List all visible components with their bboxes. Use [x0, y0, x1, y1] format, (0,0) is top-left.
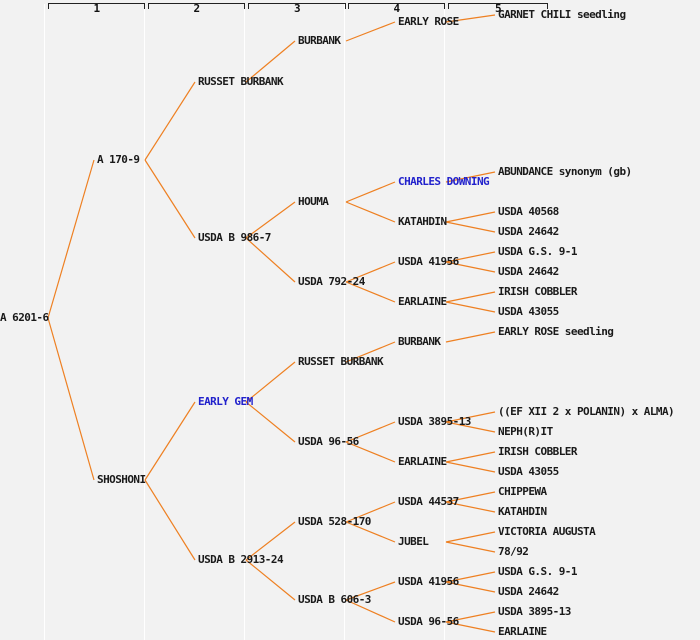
- pedigree-edge: [446, 302, 495, 312]
- pedigree-edge: [446, 532, 495, 542]
- tree-node-n3b: HOUMA: [298, 195, 329, 208]
- tree-node-n3e: USDA 96-56: [298, 435, 359, 448]
- tree-node-n5g: IRISH COBBLER: [498, 285, 577, 298]
- generation-number: 1: [93, 2, 100, 15]
- pedigree-edge: [446, 542, 495, 552]
- tree-node-n3f: USDA 528-170: [298, 515, 371, 528]
- generation-bracket: [148, 2, 245, 15]
- tree-node-n2d: USDA B 2913-24: [198, 553, 284, 566]
- pedigree-edge: [446, 332, 495, 342]
- tree-node-n5l: IRISH COBBLER: [498, 445, 577, 458]
- pedigree-edge: [346, 202, 395, 222]
- tree-node-n4g: USDA 3895-13: [398, 415, 471, 428]
- generation-bracket: [48, 2, 145, 15]
- tree-node-n4j: JUBEL: [398, 535, 429, 548]
- pedigree-edge: [446, 462, 495, 472]
- tree-node-n5m: USDA 43055: [498, 465, 559, 478]
- tree-node-n5u: EARLAINE: [498, 625, 547, 638]
- tree-node-n5p: VICTORIA AUGUSTA: [498, 525, 596, 538]
- generation-number: 3: [293, 2, 301, 15]
- pedigree-edge: [48, 160, 94, 318]
- tree-node-n2b: USDA B 986-7: [198, 231, 271, 244]
- tree-node-n4i: USDA 44537: [398, 495, 459, 508]
- tree-node-n5e: USDA G.S. 9-1: [498, 245, 577, 258]
- pedigree-edge: [446, 292, 495, 302]
- pedigree-edge: [145, 160, 195, 238]
- tree-node-n4b[interactable]: CHARLES DOWNING: [398, 175, 490, 188]
- pedigree-edge: [246, 560, 295, 600]
- pedigree-edge: [48, 318, 94, 480]
- tree-node-n5o: KATAHDIN: [498, 505, 547, 518]
- tree-node-n4c: KATAHDIN: [398, 215, 447, 228]
- tree-node-n5c: USDA 40568: [498, 205, 559, 218]
- tree-node-n5r: USDA G.S. 9-1: [498, 565, 577, 578]
- tree-node-n3a: BURBANK: [298, 34, 341, 47]
- pedigree-edge: [145, 402, 195, 480]
- pedigree-edge: [446, 452, 495, 462]
- generation-bracket: [348, 2, 445, 15]
- tree-node-n3d: RUSSET BURBANK: [298, 355, 384, 368]
- pedigree-edge: [145, 480, 195, 560]
- tree-node-n2c[interactable]: EARLY GEM: [198, 395, 253, 408]
- generation-number: 4: [393, 2, 400, 15]
- tree-node-n4k: USDA 41956: [398, 575, 459, 588]
- pedigree-edge: [246, 362, 295, 402]
- pedigree-edge: [246, 402, 295, 442]
- tree-node-n5t: USDA 3895-13: [498, 605, 571, 618]
- tree-node-n4h: EARLAINE: [398, 455, 447, 468]
- pedigree-edge: [446, 222, 495, 232]
- tree-node-n4a: EARLY ROSE: [398, 15, 459, 28]
- tree-node-n5q: 78/92: [498, 545, 529, 558]
- pedigree-edge: [346, 182, 395, 202]
- tree-node-n5f: USDA 24642: [498, 265, 559, 278]
- tree-node-n3c: USDA 792-24: [298, 275, 365, 288]
- tree-node-n3g: USDA B 606-3: [298, 593, 371, 606]
- tree-node-n5j: ((EF XII 2 x POLANIN) x ALMA): [498, 405, 675, 418]
- tree-node-n5k: NEPH(R)IT: [498, 425, 553, 438]
- tree-node-n5a: GARNET CHILI seedling: [498, 8, 626, 21]
- tree-node-n5i: EARLY ROSE seedling: [498, 325, 614, 338]
- tree-node-n1a: A 170-9: [97, 153, 140, 166]
- tree-node-n2a: RUSSET BURBANK: [198, 75, 284, 88]
- pedigree-edge: [145, 82, 195, 160]
- generation-number: 5: [494, 2, 502, 15]
- tree-node-n4e: EARLAINE: [398, 295, 447, 308]
- pedigree-edge: [246, 238, 295, 282]
- tree-node-n4f: BURBANK: [398, 335, 441, 348]
- tree-node-n4l: USDA 96-56: [398, 615, 459, 628]
- tree-node-n1b: SHOSHONI: [97, 473, 146, 486]
- tree-node-n5b: ABUNDANCE synonym (gb): [498, 165, 632, 178]
- generation-number: 2: [193, 2, 200, 15]
- tree-node-root: A 6201-6: [0, 311, 49, 324]
- tree-node-n5n: CHIPPEWA: [498, 485, 547, 498]
- tree-node-n5s: USDA 24642: [498, 585, 559, 598]
- generation-bracket: [248, 2, 346, 15]
- tree-node-n4d: USDA 41956: [398, 255, 459, 268]
- pedigree-edge: [446, 212, 495, 222]
- tree-node-n5d: USDA 24642: [498, 225, 559, 238]
- pedigree-edge: [346, 22, 395, 41]
- tree-node-n5h: USDA 43055: [498, 305, 559, 318]
